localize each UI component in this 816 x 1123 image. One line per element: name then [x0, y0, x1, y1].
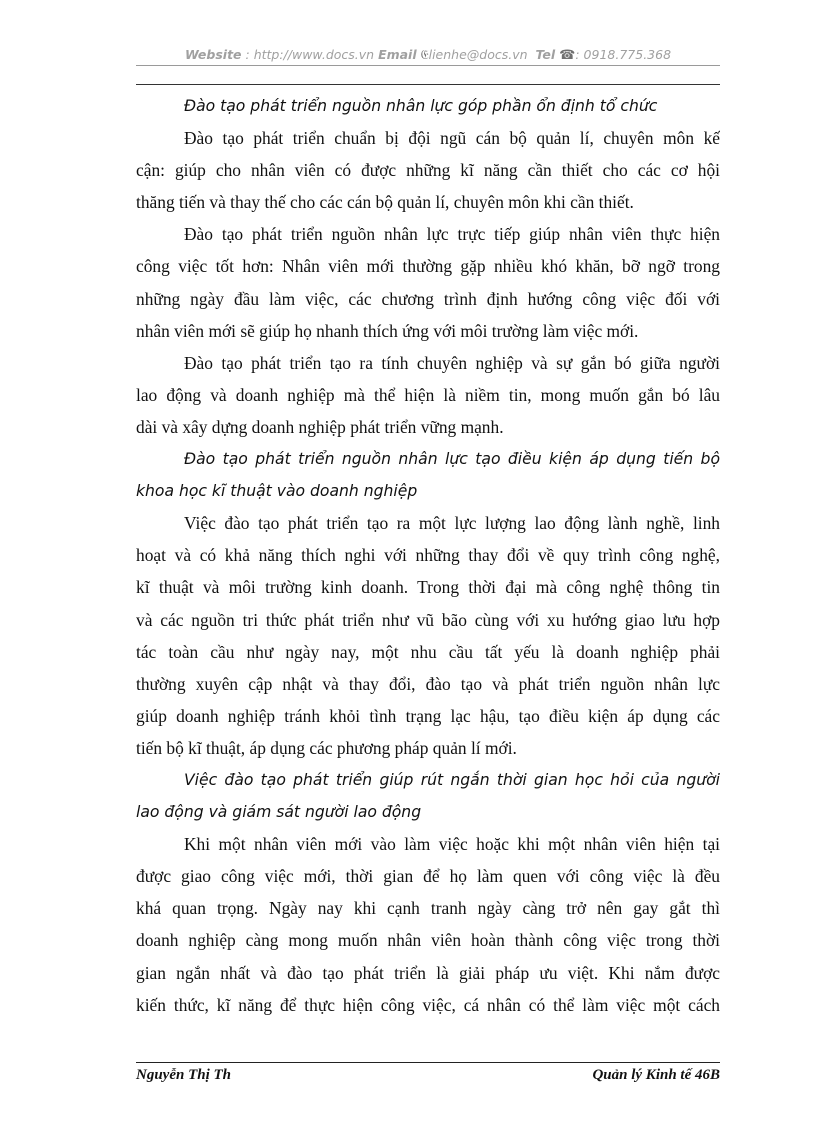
paragraph-line: thường xuyên cập nhật và thay đổi, đào tạo và phát triển nguồn nhân lực: [136, 673, 720, 694]
paragraph-line: khá quan trọng. Ngày nay khi cạnh tranh ngày càng trở nên gay gắt thì: [136, 898, 720, 919]
website-label: Website: [184, 47, 242, 62]
header-rule: [136, 65, 720, 66]
section-heading-line: khoa học kĩ thuật vào doanh nghiệp: [136, 482, 418, 501]
email-label: Email: [378, 47, 417, 62]
paragraph-line: kiến thức, kĩ năng để thực hiện công việc, cá nhân có thể làm việc một cách: [136, 994, 720, 1015]
paragraph-line: tác toàn cầu như ngày nay, một nhu cầu tất yếu là doanh nghiệp phải: [136, 641, 720, 662]
paragraph-line: được giao công việc mới, thời gian để họ làm quen với công việc là đều: [136, 866, 720, 887]
tel-label: Tel: [535, 47, 556, 62]
paragraph-line: giúp doanh nghiệp tránh khỏi tình trạng lạc hậu, tạo điều kiện áp dụng các: [136, 705, 720, 726]
paragraph-line: Đào tạo phát triển nguồn nhân lực trực tiếp giúp nhân viên thực hiện: [184, 224, 720, 245]
paragraph-line: nhân viên mới sẽ giúp họ nhanh thích ứng với môi trường làm việc mới.: [136, 320, 639, 341]
footer-author: Nguyễn Thị Th: [136, 1067, 232, 1083]
paragraph-line: Việc đào tạo phát triển tạo ra một lực lượng lao động lành nghề, linh: [184, 513, 720, 534]
paragraph-line: Khi một nhân viên mới vào làm việc hoặc khi một nhân viên hiện tại: [184, 834, 720, 855]
paragraph-line: và các nguồn tri thức phát triển như vũ bão cùng với xu hướng giao lưu hợp: [136, 609, 720, 630]
section-heading-line: Đào tạo phát triển nguồn nhân lực góp phần ổn định tổ chức: [184, 97, 658, 115]
page-header: [136, 47, 720, 63]
paragraph-line: cận: giúp cho nhân viên có được những kĩ năng cần thiết cho các cơ hội: [136, 160, 720, 181]
tel-value: : 0918.775.368: [575, 47, 672, 62]
paragraph-line: hoạt và có khả năng thích nghi với những thay đổi về quy trình công nghệ,: [136, 545, 720, 566]
paragraph-line: lao động và doanh nghiệp mà thể hiện là niềm tin, mong muốn gắn bó lâu: [136, 384, 720, 405]
body-text: [136, 90, 720, 1021]
phone-icon: ☎: [559, 48, 576, 63]
footer-course: Quản lý Kinh tế 46B: [592, 1067, 720, 1083]
paragraph-line: những ngày đầu làm việc, các chương trình định hướng công việc đối với: [136, 288, 720, 309]
website-value: : http://www.docs.vn: [241, 47, 379, 62]
section-heading-line: Đào tạo phát triển nguồn nhân lực tạo điều kiện áp dụng tiến bộ: [184, 450, 720, 469]
paragraph-line: doanh nghiệp càng mong muốn nhân viên hoàn thành công việc trong thời: [136, 930, 720, 951]
section-heading-line: Việc đào tạo phát triển giúp rút ngắn thời gian học hỏi của người: [184, 770, 720, 789]
paragraph-line: dài và xây dựng doanh nghiệp phát triển vững mạnh.: [136, 416, 504, 437]
paragraph-line: thăng tiến và thay thế cho các cán bộ quản lí, chuyên môn khi cần thiết.: [136, 192, 634, 213]
paragraph-line: Đào tạo phát triển chuẩn bị đội ngũ cán bộ quản lí, chuyên môn kế: [184, 128, 720, 149]
paragraph-line: Đào tạo phát triển tạo ra tính chuyên nghiệp và sự gắn bó giữa người: [184, 352, 720, 373]
section-heading-line: lao động và giám sát người lao động: [136, 803, 422, 822]
at-icon: 𝔈: [420, 48, 429, 63]
email-value: lienhe@docs.vn: [428, 47, 528, 62]
footer-rule: [136, 1062, 720, 1063]
paragraph-line: kĩ thuật và môi trường kinh doanh. Trong thời đại mà công nghệ thông tin: [136, 577, 720, 598]
paragraph-line: gian ngắn nhất và đào tạo phát triển là giải pháp ưu việt. Khi nắm được: [136, 962, 720, 983]
header-rule-lower: [136, 84, 720, 85]
paragraph-line: công việc tốt hơn: Nhân viên mới thường gặp nhiều khó khăn, bỡ ngỡ trong: [136, 256, 720, 277]
paragraph-line: tiến bộ kĩ thuật, áp dụng các phương pháp quản lí mới.: [136, 737, 517, 758]
